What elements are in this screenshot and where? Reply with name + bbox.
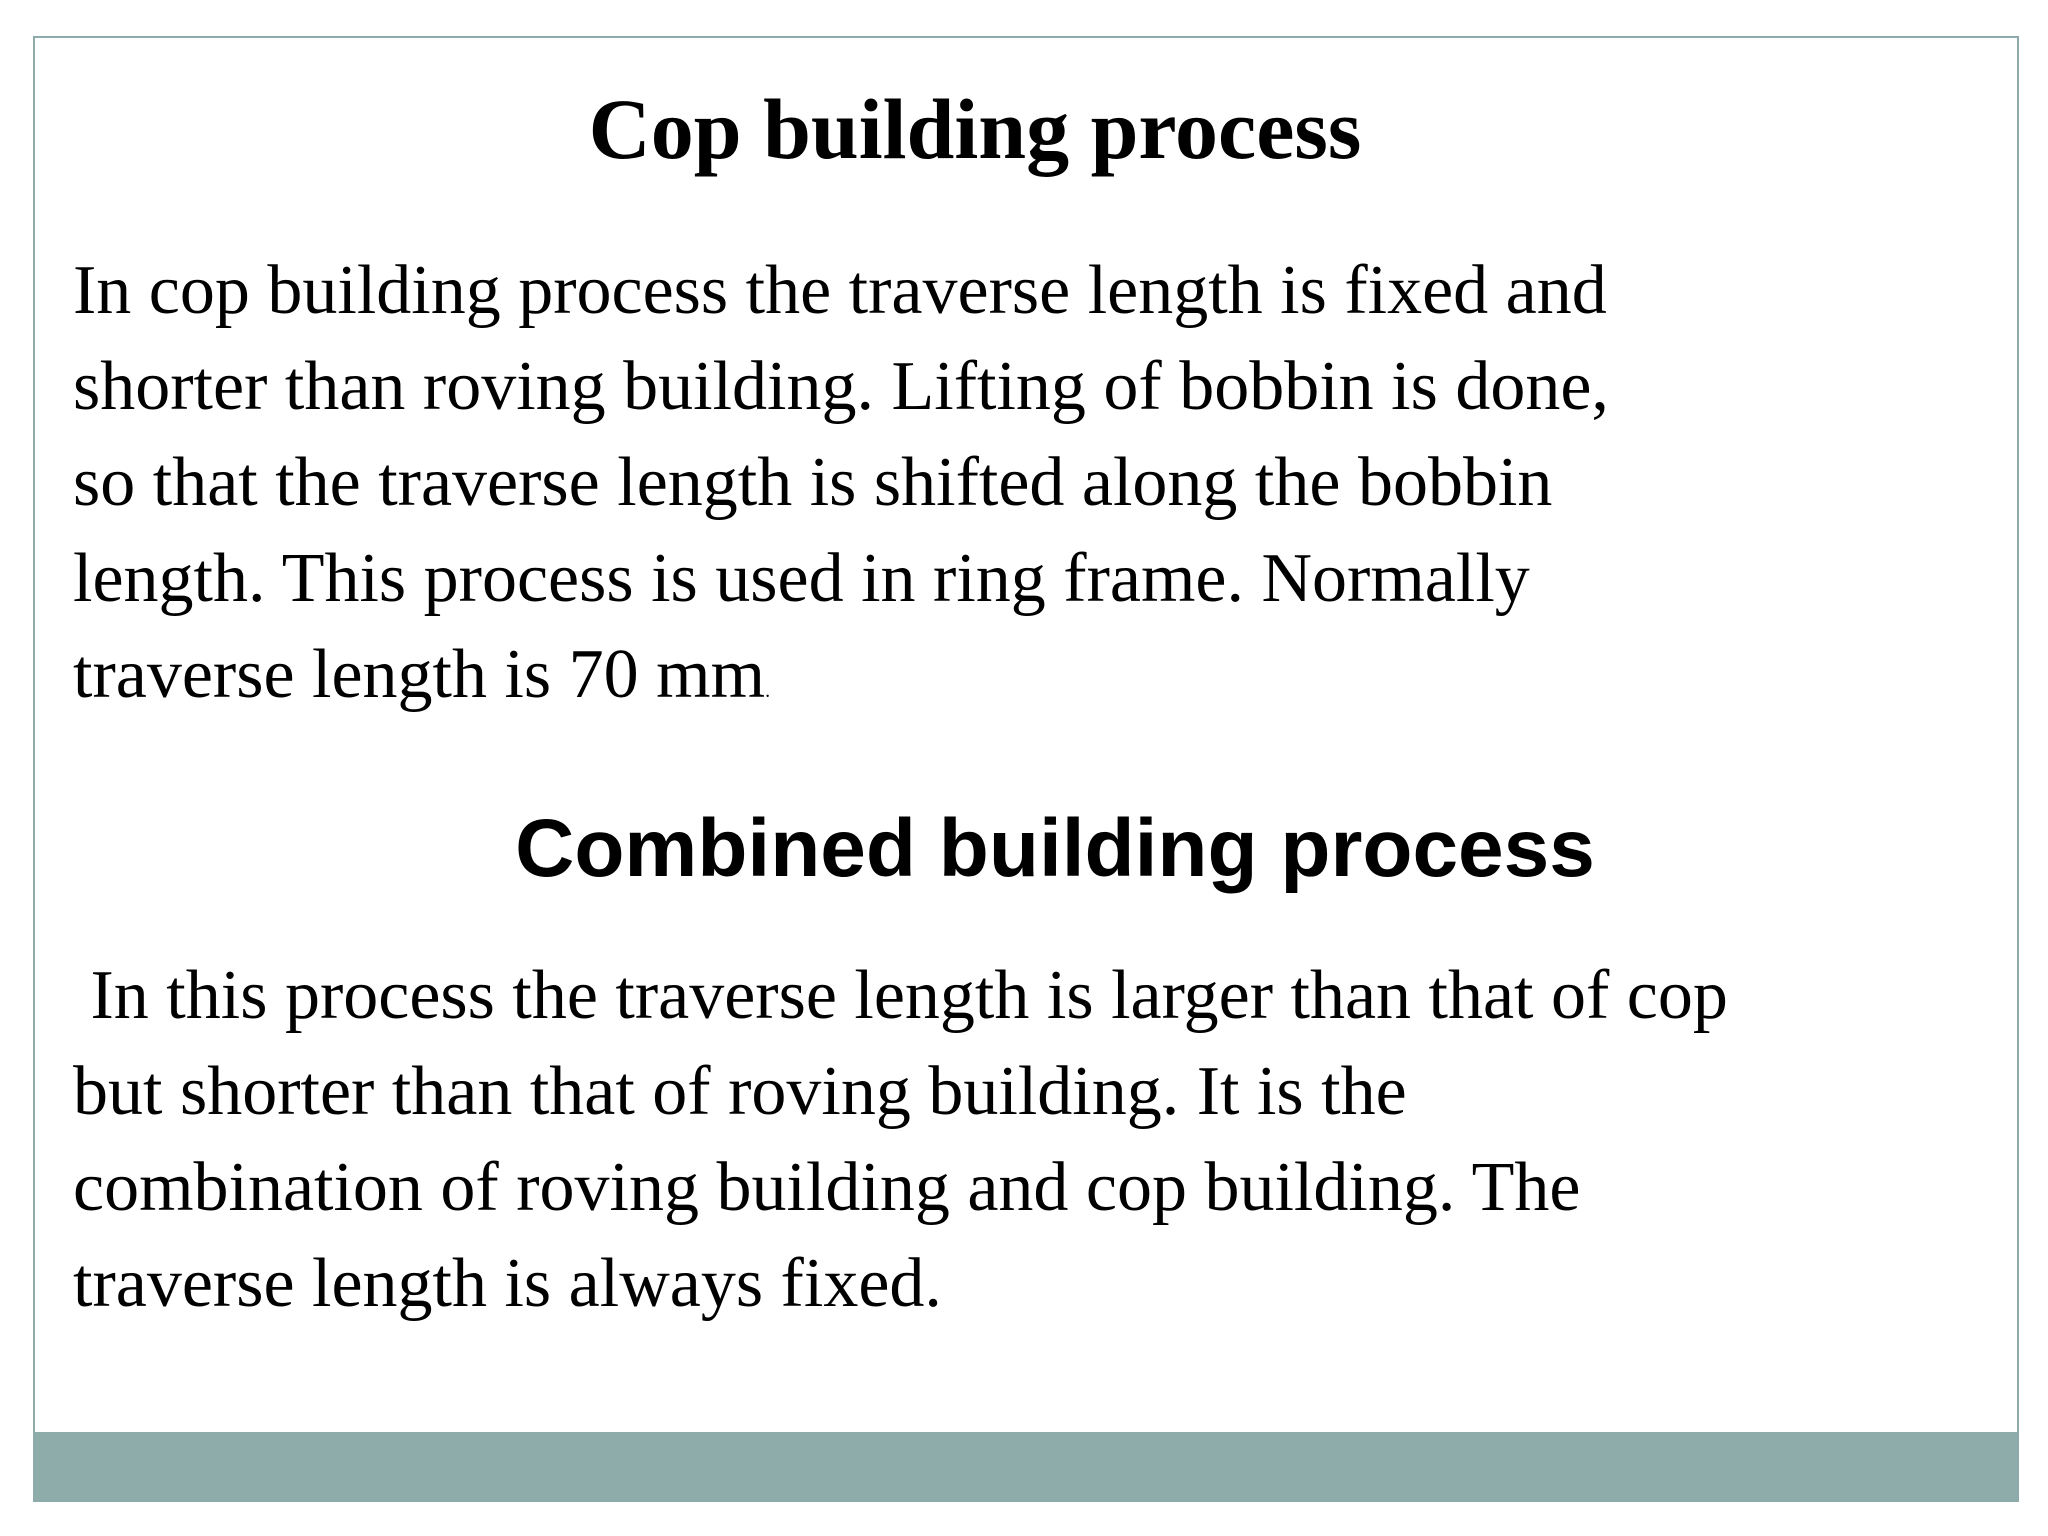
paragraph-line: In this process the traverse length is larger than that of cop (73, 957, 1728, 1034)
paragraph-combined-building (73, 948, 1993, 1332)
heading-cop-building: Cop building process (588, 81, 1362, 177)
footer-bar (35, 1432, 2017, 1500)
paragraph-line: combination of roving building and cop building. The (73, 1149, 1581, 1226)
trailing-dot: . (765, 680, 771, 702)
paragraph-line: but shorter than that of roving building. It is the (73, 1053, 1407, 1130)
paragraph-line: traverse length is always fixed. (73, 1245, 942, 1322)
slide-frame (33, 36, 2019, 1502)
paragraph-line: shorter than roving building. Lifting of bobbin is done, (73, 348, 1609, 425)
paragraph-line-last (73, 627, 1973, 739)
paragraph-line: length. This process is used in ring frame. Normally (73, 540, 1530, 617)
paragraph-cop-building (73, 243, 1973, 739)
paragraph-line: In cop building process the traverse length is fixed and (73, 252, 1607, 329)
paragraph-line: so that the traverse length is shifted along the bobbin (73, 444, 1553, 521)
paragraph-line-text: traverse length is 70 mm (73, 636, 766, 713)
heading-combined-building: Combined building process (515, 803, 1595, 894)
